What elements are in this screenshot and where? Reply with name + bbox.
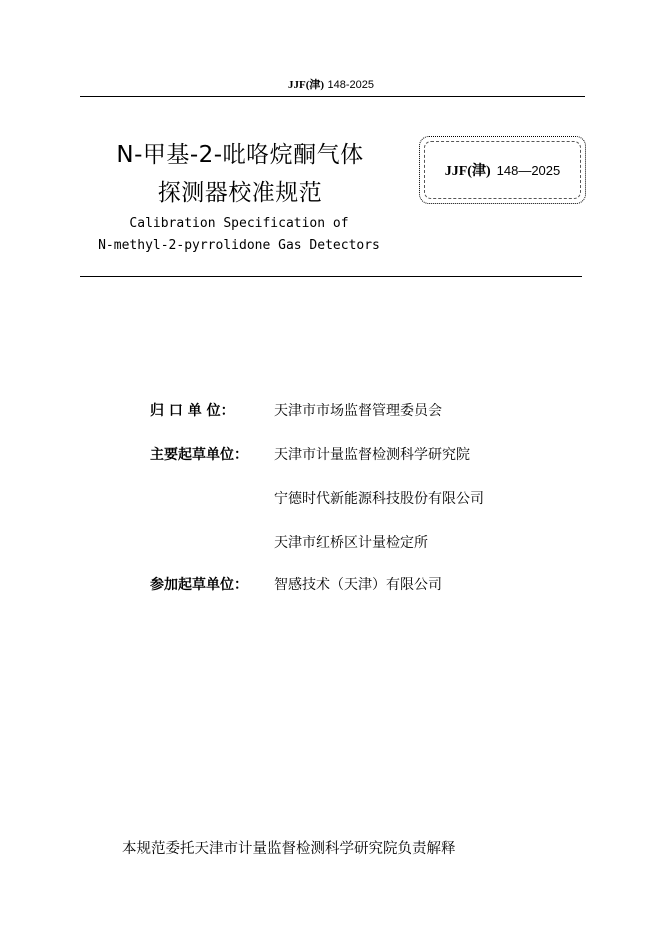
interpretation-note: 本规范委托天津市计量监督检测科学研究院负责解释: [122, 841, 456, 857]
middle-divider: [80, 276, 582, 277]
english-title-line-2: N-methyl-2-pyrrolidone Gas Detectors: [98, 238, 380, 253]
standard-code-number: 148—2025: [496, 162, 561, 178]
drafting-unit-row: [150, 444, 620, 466]
top-divider: [80, 96, 585, 97]
title-line-2: 探测器校准规范: [157, 180, 323, 206]
responsible-unit-value: 天津市市场监督管理委员会: [274, 403, 442, 419]
drafting-unit-value-2: 宁德时代新能源科技股份有限公司: [274, 491, 484, 507]
responsible-unit-row: [150, 400, 620, 422]
header-code-number: 148-2025: [327, 79, 375, 91]
participating-unit-label: 参加起草单位：: [150, 577, 248, 593]
drafting-unit-value-3: 天津市红桥区计量检定所: [274, 535, 428, 551]
standard-code-prefix: JJF(津): [444, 164, 491, 179]
english-title-line-1: Calibration Specification of: [129, 216, 349, 231]
title-line-1: N-甲基-2-吡咯烷酮气体: [116, 142, 364, 168]
standard-code-box: [419, 136, 586, 204]
header-code-prefix: JJF(津): [287, 79, 325, 91]
drafting-unit-row-3: [150, 532, 620, 554]
participating-unit-row: [150, 574, 620, 596]
drafting-unit-label: 主要起草单位：: [150, 447, 248, 463]
header-code: [0, 76, 662, 92]
participating-unit-value: 智感技术（天津）有限公司: [274, 577, 442, 593]
drafting-unit-value-1: 天津市计量监督检测科学研究院: [274, 447, 470, 463]
drafting-unit-row-2: [150, 488, 620, 510]
standard-code-box-inner: [424, 141, 581, 199]
responsible-unit-label: 归 口 单 位：: [150, 403, 235, 419]
